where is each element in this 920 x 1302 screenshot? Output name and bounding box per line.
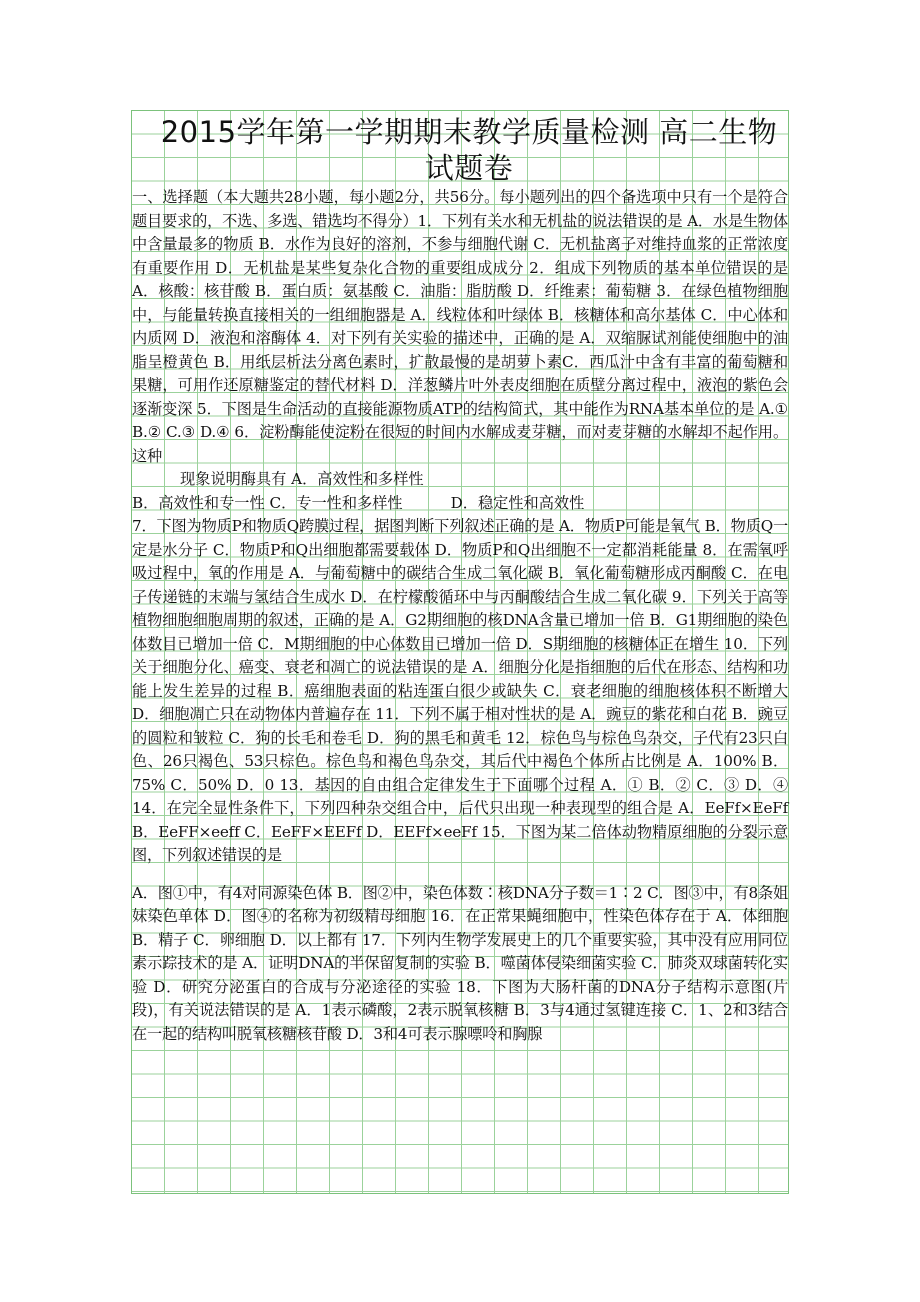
questions-7-15: 7．下图为物质P和物质Q跨膜过程，据图判断下列叙述正确的是 A．物质P可能是氧气 B．物质Q一定是水分子 C．物质P和Q出细胞都需要载体 D．物质P和Q出细胞不一定都消耗能量 8．在需氧呼吸过程中，氧的作用是 A．与葡萄糖中的碳结合生成二氧化碳 B．氧化葡萄糖形成丙酮酸 C．在电子传递链的末端与氢结合生成水 D．在柠檬酸循环中与丙酮酸结合生成二氧化碳 9．下列关于高等植物细胞细胞周期的叙述，正确的是 A．G2期细胞的核DNA含量已增加一倍 B．G1期细胞的染色体数目已增加一倍 C．M期细胞的中心体数目已增加一倍 D．S期细胞的核糖体正在增生 10．下列关于细胞分化、癌变、衰老和凋亡的说法错误的是 A．细胞分化是指细胞的后代在形态、结构和功能上发生差异的过程 B．癌细胞表面的粘连蛋白很少或缺失 C．衰老细胞的细胞核体积不断增大 D．细胞凋亡只在动物体内普遍存在 11．下列不属于相对性状的是 A．豌豆的紫花和白花 B．豌豆的圆粒和皱粒 C．狗的长毛和卷毛 D．狗的黑毛和黄毛 12．棕色鸟与棕色鸟杂交，子代有23只白色、26只褐色、53只棕色。棕色鸟和褐色鸟杂交，其后代中褐色个体所占比例是 A．100% B．75% C．50% D．0 13．基因的自由组合定律发生于下面哪个过程 A．① B．② C．③ D．④ 14．在完全显性条件下，下列四种杂交组合中，后代只出现一种表现型的组合是 A．EeFf×EeFf B．EeFF×eeff C．EeFF×EEFf D．EEFf×eeFf 15．下图为某二倍体动物精原细胞的分裂示意图，下列叙述错误的是 [132,517,788,864]
section-one-questions-1-6: 一、选择题（本大题共28小题，每小题2分，共56分。每小题列出的四个备选项中只有一个是符合题目要求的，不选、多选、错选均不得分）1．下列有关水和无机盐的说法错误的是 A．水是生物体中含量最多的物质 B．水作为良好的溶剂，不参与细胞代谢 C．无机盐离子对维持血浆的正常浓度有重要作用 D．无机盐是某些复杂化合物的重要组成成分 2．组成下列物质的基本单位错误的是 A．核酸：核苷酸 B．蛋白质：氨基酸 C．油脂：脂肪酸 D．纤维素：葡萄糖 3．在绿色植物细胞中，与能量转换直接相关的一组细胞器是 A．线粒体和叶绿体 B．核糖体和高尔基体 C．中心体和内质网 D．液泡和溶酶体 4．对下列有关实验的描述中，正确的是 A．双缩脲试剂能使细胞中的油脂呈橙黄色 B．用纸层析法分离色素时，扩散最慢的是胡萝卜素C．西瓜汁中含有丰富的葡萄糖和果糖，可用作还原糖鉴定的替代材料 D．洋葱鳞片叶外表皮细胞在质壁分离过程中，液泡的紫色会逐渐变深 5．下图是生命活动的直接能源物质ATP的结构简式，其中能作为RNA基本单位的是 A.① B.② C.③ D.④ 6．淀粉酶能使淀粉在很短的时间内水解成麦芽糖，而对麦芽糖的水解却不起作用。这种 [132,188,788,465]
question-6-options-a: 现象说明酶具有 A．高效性和多样性 [180,470,424,488]
question-6-options-line-1 [131,468,789,492]
questions-15-18: A．图①中，有4对同源染色体 B．图②中，染色体数∶核DNA分子数＝1∶2 C．图③中，有8条姐妹染色单体 D．图④的名称为初级精母细胞 16．在正常果蝇细胞中，性染色体存在于 A．体细胞 B．精子 C．卵细胞 D．以上都有 17．下列内生物学发展史上的几个重要实验，其中没有应用同位素示踪技术的是 A．证明DNA的半保留复制的实验 B．噬菌体侵染细菌实验 C．肺炎双球菌转化实验 D．研究分泌蛋白的合成与分泌途径的实验 18．下图为大肠杆菌的DNA分子结构示意图(片段)，有关说法错误的是 A．1表示磷酸，2表示脱氧核糖 B．3与4通过氢键连接 C．1、2和3结合在一起的结构叫脱氧核糖核苷酸 D．3和4可表示腺嘌呤和胸腺 [132,883,788,1043]
question-6-options-bc: B．高效性和专一性 C．专一性和多样性 [132,493,403,512]
question-6-options-d: D．稳定性和高效性 [450,493,585,512]
exam-document [131,114,789,1046]
question-6-options-line-2 [131,492,789,516]
page-title: 2015学年第一学期期末教学质量检测 高二生物试题卷 [160,115,778,185]
